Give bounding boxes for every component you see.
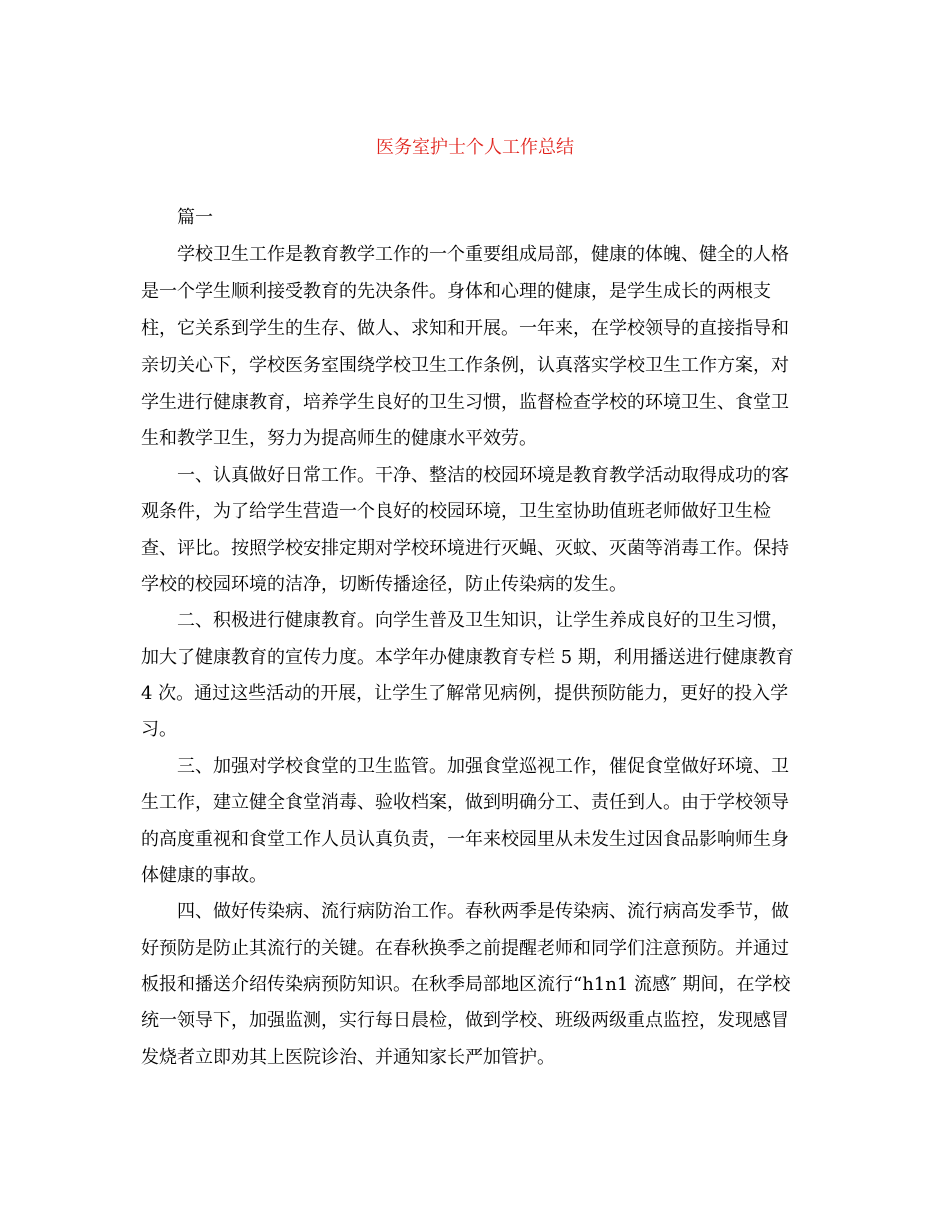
body-line: 学校的校园环境的洁净，切断传播途径，防止传染病的发生。 — [141, 574, 627, 595]
body-line: 生工作，建立健全食堂消毒、验收档案，做到明确分工、责任到人。由于学校领导 — [141, 792, 789, 813]
section-label: 篇一 — [177, 207, 213, 228]
body-line: 一、认真做好日常工作。干净、整洁的校园环境是教育教学活动取得成功的客 — [177, 465, 789, 486]
body-line: 板报和播送介绍传染病预防知识。在秋季局部地区流行“h1n1 流感″ 期间，在学校 — [141, 974, 791, 995]
body-line: 体健康的事故。 — [141, 865, 267, 886]
body-line: 发烧者立即劝其上医院诊治、并通知家长严加管护。 — [141, 1047, 555, 1068]
body-line: 习。 — [141, 719, 177, 740]
body-line: 加大了健康教育的宣传力度。本学年办健康教育专栏 5 期，利用播送进行健康教育 — [141, 647, 794, 668]
body-line: 的高度重视和食堂工作人员认真负责，一年来校园里从未发生过因食品影响师生身 — [141, 829, 789, 850]
body-line: 柱，它关系到学生的生存、做人、求知和开展。一年来，在学校领导的直接指导和 — [141, 318, 789, 339]
document-title: 医务室护士个人工作总结 — [376, 137, 574, 158]
body-line: 三、加强对学校食堂的卫生监管。加强食堂巡视工作，催促食堂做好环境、卫 — [177, 756, 789, 777]
body-line: 亲切关心下，学校医务室围绕学校卫生工作条例，认真落实学校卫生工作方案，对 — [141, 355, 789, 376]
body-line: 生和教学卫生，努力为提高师生的健康水平效劳。 — [141, 428, 537, 449]
body-line: 学生进行健康教育，培养学生良好的卫生习惯，监督检查学校的环境卫生、食堂卫 — [141, 392, 789, 413]
body-line: 是一个学生顺利接受教育的先决条件。身体和心理的健康，是学生成长的两根支 — [141, 281, 771, 302]
body-line: 四、做好传染病、流行病防治工作。春秋两季是传染病、流行病高发季节，做 — [177, 901, 789, 922]
body-line: 观条件，为了给学生营造一个良好的校园环境，卫生室协助值班老师做好卫生检 — [141, 501, 771, 522]
body-line: 二、积极进行健康教育。向学生普及卫生知识，让学生养成良好的卫生习惯， — [177, 610, 789, 631]
body-line: 4 次。通过这些活动的开展，让学生了解常见病例，提供预防能力，更好的投入学 — [141, 683, 789, 704]
body-line: 统一领导下，加强监测，实行每日晨检，做到学校、班级两级重点监控，发现感冒 — [141, 1010, 789, 1031]
body-line: 查、评比。按照学校安排定期对学校环境进行灭蝇、灭蚊、灭菌等消毒工作。保持 — [141, 538, 789, 559]
body-line: 学校卫生工作是教育教学工作的一个重要组成局部，健康的体魄、健全的人格 — [177, 244, 789, 265]
body-line: 好预防是防止其流行的关键。在春秋换季之前提醒老师和同学们注意预防。并通过 — [141, 938, 789, 959]
